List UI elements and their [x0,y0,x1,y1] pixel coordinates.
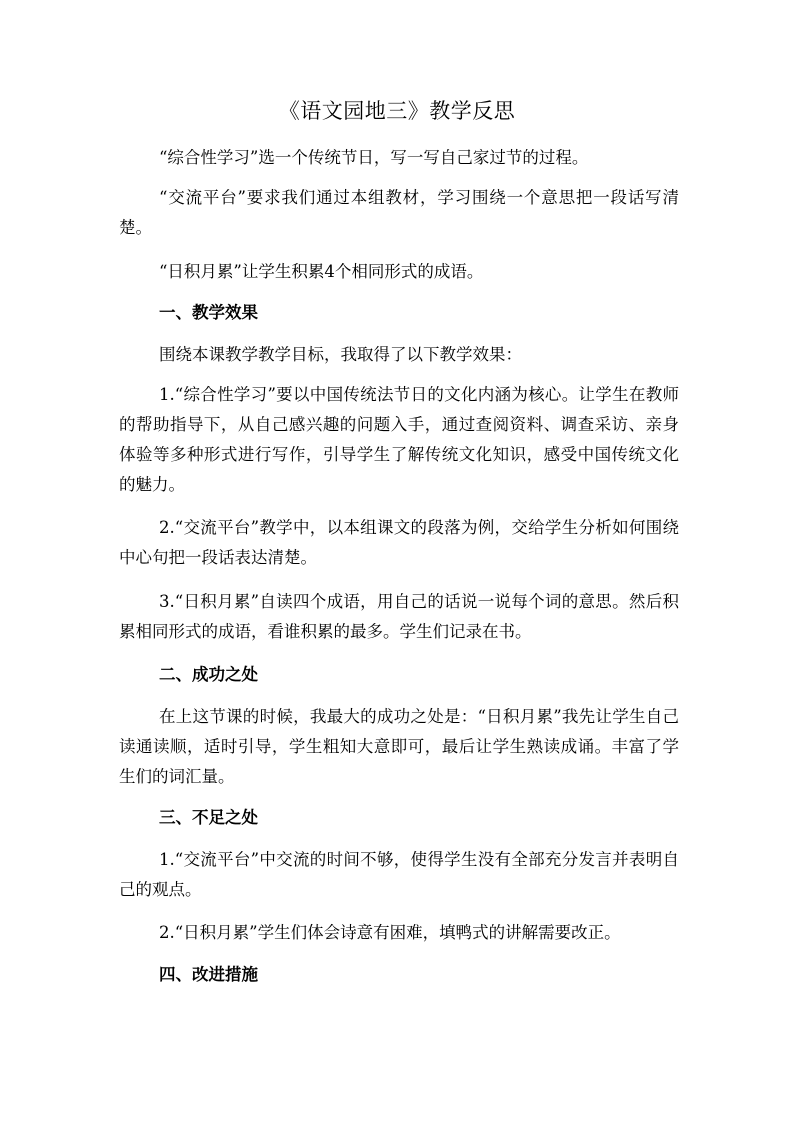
section-2-paragraph-1: 在上这节课的时候，我最大的成功之处是：“日积月累”我先让学生自己读通读顺，适时引导，学生粗知大意即可，最后让学生熟读成诵。丰富了学生们的词汇量。 [119,707,679,786]
section-3-paragraph-2: 2.“日积月累”学生们体会诗意有困难，填鸭式的讲解需要改正。 [159,923,621,942]
section-heading-teaching-effect: 一、教学效果 [159,303,258,322]
section-1-paragraph-1: 围绕本课教学教学目标，我取得了以下教学效果： [159,345,522,364]
section-3-paragraph-1: 1.“交流平台”中交流的时间不够，使得学生没有全部充分发言并表明自己的观点。 [119,850,679,899]
section-heading-successes: 二、成功之处 [159,665,258,684]
section-1-paragraph-3: 2.“交流平台”教学中，以本组课文的段落为例，交给学生分析如何围绕中心句把一段话表达清楚。 [119,518,679,567]
section-heading-shortcomings: 三、不足之处 [159,808,258,827]
section-1-paragraph-4: 3.“日积月累”自读四个成语，用自己的话说一说每个词的意思。然后积累相同形式的成语，看谁积累的最多。学生们记录在书。 [119,592,679,641]
section-heading-improvements: 四、改进措施 [159,965,258,984]
intro-paragraph-2: “交流平台”要求我们通过本组教材，学习围绕一个意思把一段话写清楚。 [119,188,679,237]
section-1-paragraph-2: 1.“综合性学习”要以中国传统法节日的文化内涵为核心。让学生在教师的帮助指导下，从自己感兴趣的问题入手，通过查阅资料、调查采访、亲身体验等多种形式进行写作，引导学生了解传统文化知识，感受中国传统文化的魅力。 [119,385,679,494]
intro-paragraph-3: “日积月累”让学生积累4个相同形式的成语。 [159,262,484,281]
intro-paragraph-1: “综合性学习”选一个传统节日，写一写自己家过节的过程。 [159,148,589,167]
document-title: 《语文园地三》教学反思 [278,99,516,123]
